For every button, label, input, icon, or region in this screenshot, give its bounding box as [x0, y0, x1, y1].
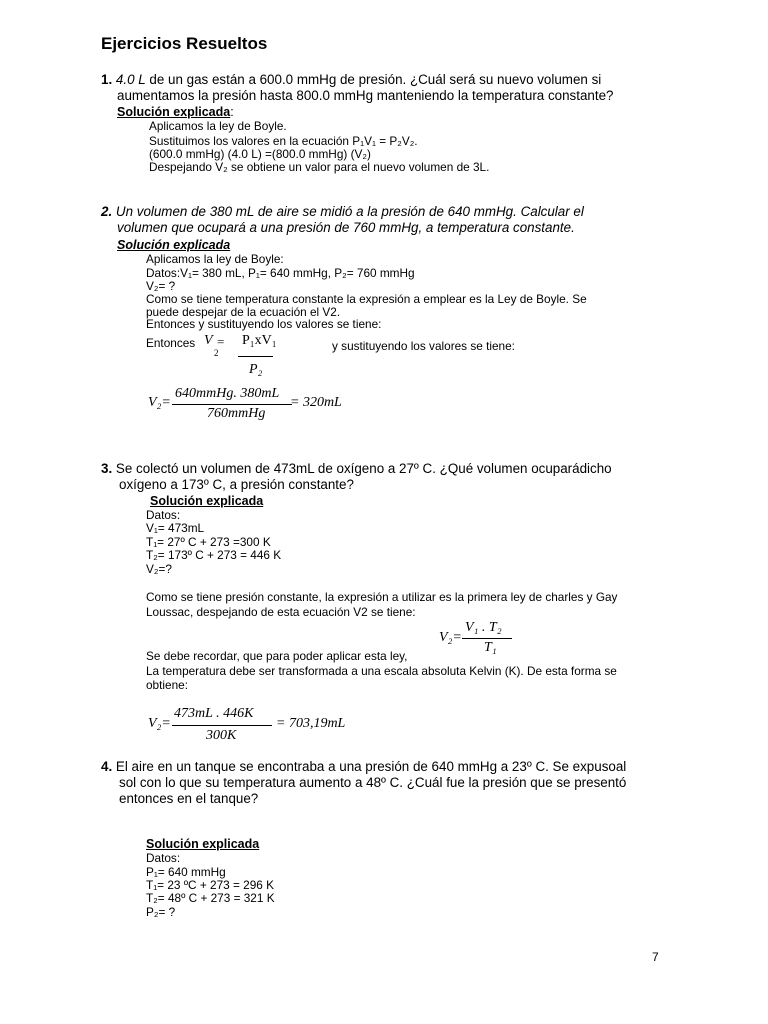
page-title: Ejercicios Resueltos [101, 34, 268, 53]
data-line: P₁= 640 mmHg [146, 865, 226, 879]
data-line: V₂=? [146, 562, 172, 576]
formula-note: y sustituyendo los valores se tiene: [332, 339, 515, 353]
solution-line: obtiene: [146, 678, 188, 692]
solution-line: Datos:V₁= 380 mL, P₁= 640 mmHg, P₂= 760 mmHg [146, 266, 415, 280]
data-line: V₁= 473mL [146, 521, 205, 535]
question-text-line: volumen que ocupará a una presión de 760 mmHg, a temperatura constante. [117, 220, 575, 235]
solution-line: puede despejar de la ecuación el V2. [146, 305, 341, 319]
formula-denominator: P₂ [249, 362, 263, 377]
solution-line: Sustituimos los valores en la ecuación P₁V₁ = P₂V₂. [149, 134, 418, 148]
formula-denominator: T₁ [484, 640, 497, 655]
formula-numerator: V₁ . T₂ [465, 620, 502, 635]
solution-line: Loussac, despejando de esta ecuación V2 se tiene: [146, 605, 416, 619]
solution-line: Entonces y sustituyendo los valores se tiene: [146, 317, 382, 331]
question-text-line: entonces en el tanque? [119, 791, 259, 806]
solution-colon: : [230, 105, 234, 119]
data-line: Datos: [146, 508, 181, 522]
formula-lhs: V [204, 333, 213, 348]
question-text: Un volumen de 380 mL de aire se midió a la presión de 640 mmHg. Calcular el [115, 204, 584, 219]
question-text-line: oxígeno a 173º C, a presión constante? [119, 477, 354, 492]
formula-denominator: 760mmHg [207, 406, 266, 421]
exercise-number: 4. [101, 759, 113, 774]
solution-line: Aplicamos la ley de Boyle. [149, 119, 287, 133]
formula-lhs: V₂= [148, 395, 171, 410]
fraction-bar [238, 356, 273, 357]
formula-lhs: V₂= [439, 630, 462, 645]
formula-result: = 703,19mL [276, 716, 346, 731]
solution-label: Solución explicada [117, 238, 231, 252]
solution-label: Solución explicada [117, 105, 231, 119]
formula-equals: = [217, 334, 225, 349]
exercise-1-question [101, 72, 601, 88]
formula-denominator: 300K [206, 728, 237, 743]
question-text-line: sol con lo que su temperatura aumento a 48º C. ¿Cuál fue la presión que se presentó [119, 775, 627, 790]
solution-line: Despejando V₂ se obtiene un valor para el nuevo volumen de 3L. [149, 160, 490, 174]
fraction-bar [172, 404, 292, 405]
data-line: T₂= 173º C + 273 = 446 K [146, 548, 282, 562]
solution-label: Solución explicada [146, 837, 260, 851]
exercise-number: 2. [101, 204, 113, 219]
exercise-3-question [101, 461, 612, 477]
exercise-number: 3. [101, 461, 113, 476]
solution-line: (600.0 mmHg) (4.0 L) =(800.0 mmHg) (V₂) [149, 147, 371, 161]
solution-line: Aplicamos la ley de Boyle: [146, 252, 284, 266]
question-text-line: aumentamos la presión hasta 800.0 mmHg manteniendo la temperatura constante? [117, 88, 614, 103]
solution-line: Como se tiene presión constante, la expresión a utilizar es la primera ley de charles y Gay [146, 590, 618, 604]
question-text: de un gas están a 600.0 mmHg de presión. ¿Cuál será su nuevo volumen si [145, 72, 602, 87]
formula-prefix: Entonces [146, 336, 196, 350]
page-number: 7 [652, 950, 659, 964]
data-line: T₁= 27º C + 273 =300 K [146, 535, 271, 549]
exercise-number: 1. [101, 72, 113, 87]
data-line: T₂= 48º C + 273 = 321 K [146, 891, 275, 905]
data-line: T₁= 23 ºC + 273 = 296 K [146, 878, 274, 892]
fraction-bar [462, 638, 512, 639]
solution-line: Se debe recordar, que para poder aplicar esta ley, [146, 649, 408, 663]
solution-line: La temperatura debe ser transformada a una escala absoluta Kelvin (K). De esta forma se [146, 664, 617, 678]
data-line: P₂= ? [146, 905, 176, 919]
formula-result: = 320mL [290, 395, 342, 410]
formula-numerator: P₁xV₁ [242, 333, 277, 348]
formula-lhs-subscript: 2 [214, 348, 219, 358]
exercise-2-question [101, 204, 584, 220]
formula-numerator: 640mmHg. 380mL [175, 386, 280, 401]
exercise-4-question [101, 759, 626, 775]
formula-lhs: V₂= [148, 716, 171, 731]
solution-line: V₂= ? [146, 279, 176, 293]
question-text: Se colectó un volumen de 473mL de oxígeno a 27º C. ¿Qué volumen ocuparádicho [115, 461, 612, 476]
solution-label: Solución explicada [150, 494, 264, 508]
solution-line: Como se tiene temperatura constante la expresión a emplear es la Ley de Boyle. Se [146, 292, 587, 306]
question-text: El aire en un tanque se encontraba a una presión de 640 mmHg a 23º C. Se expusoal [115, 759, 627, 774]
data-line: Datos: [146, 851, 181, 865]
question-text-start: 4.0 L [115, 72, 146, 87]
formula-numerator: 473mL . 446K [174, 706, 254, 721]
fraction-bar [172, 725, 272, 726]
